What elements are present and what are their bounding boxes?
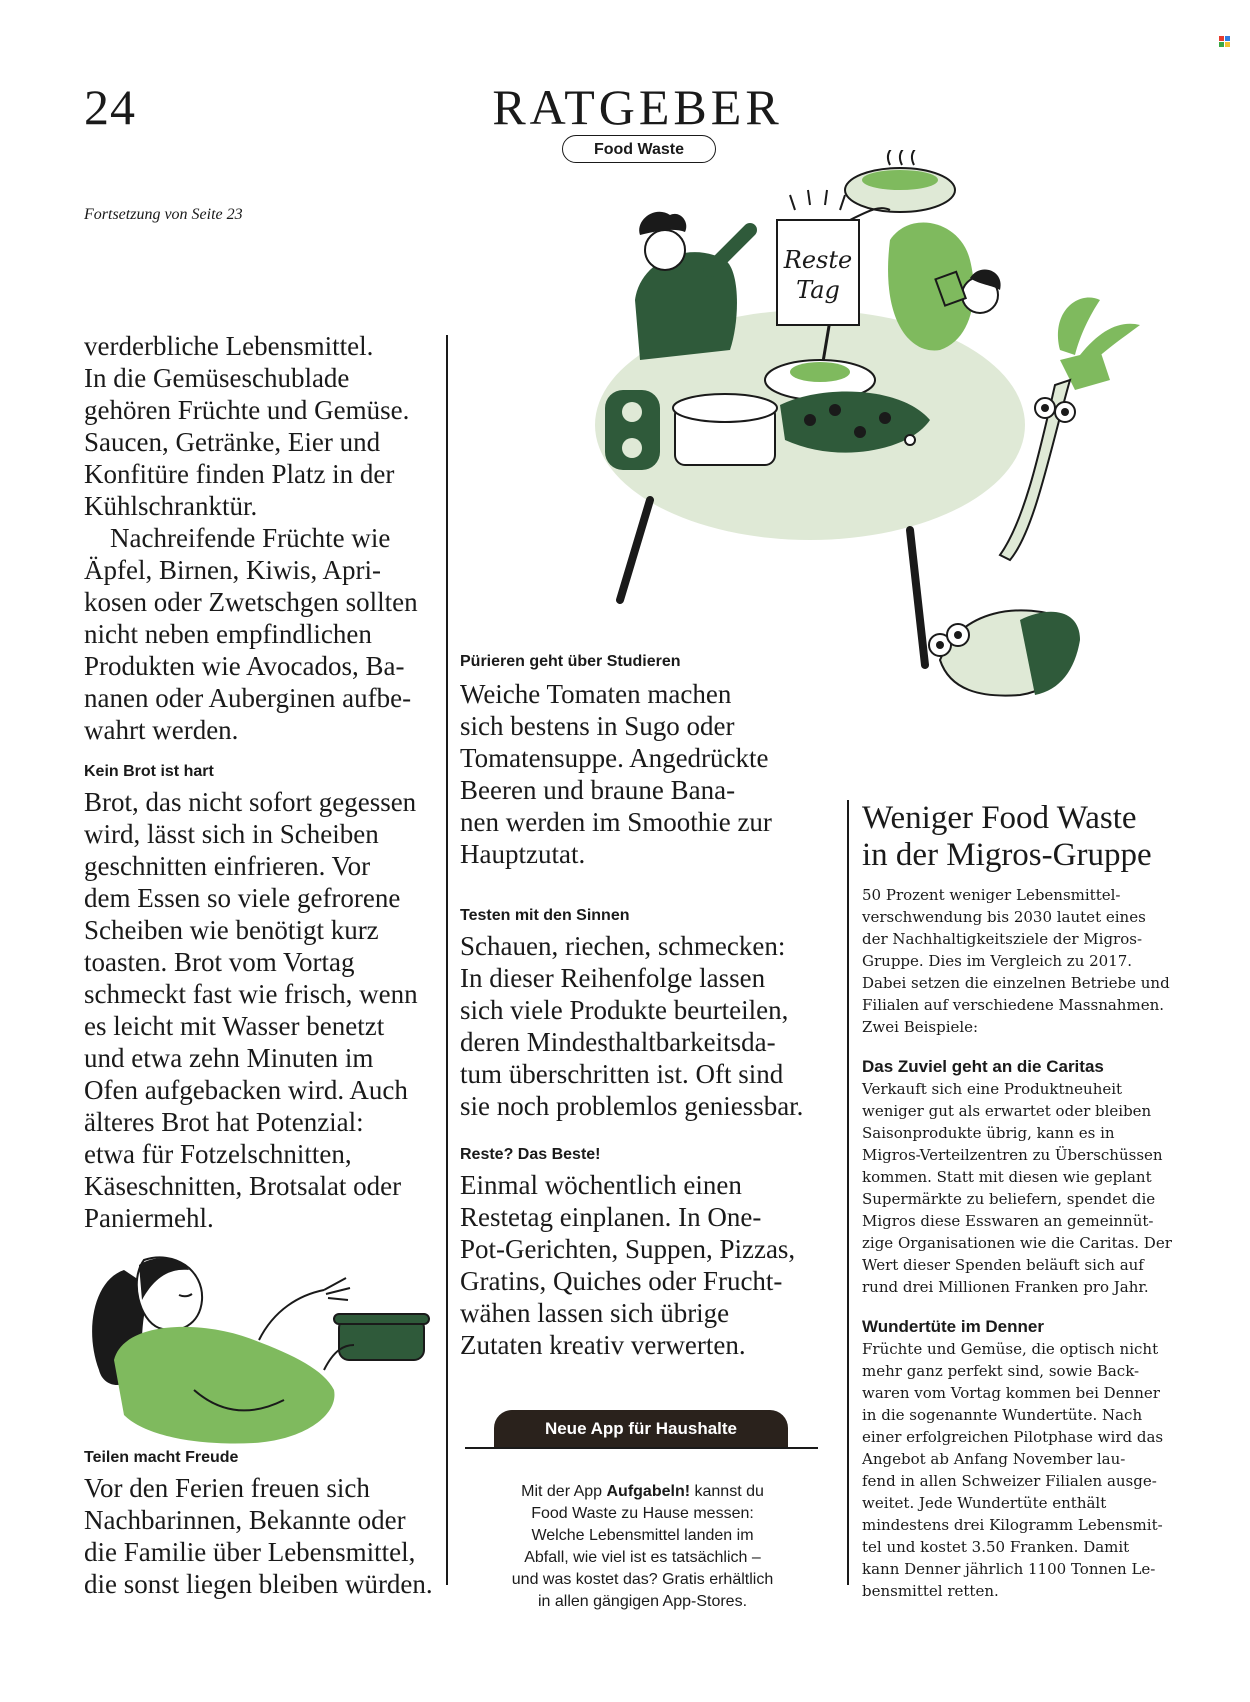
illustration-woman-pot — [84, 1250, 444, 1445]
sign-text-tag: Tag — [796, 276, 840, 304]
app-box-rule — [465, 1447, 818, 1449]
paragraph-caritas: Verkauft sich eine Produktneuheit weniger gut als erwartet oder bleiben Saisonprodukte übrig, kann es in Migros-Verteilzentren zu Überschüssen kommen. Statt mit diesen wie geplant Supermärkte zu beliefern, spendet die Migros diese Esswaren an gemeinnüt- zige Organisationen wie die Caritas. Der Wert dieser Spenden beläuft sich auf rund drei Millionen Franken pro Jahr. — [862, 1080, 1172, 1296]
column-1-intro — [84, 330, 444, 746]
subhead-caritas: Das Zuviel geht an die Caritas — [862, 1057, 1104, 1076]
app-name: Aufgabeln! — [606, 1483, 691, 1500]
app-box-title: Neue App für Haushalte — [494, 1410, 788, 1448]
paragraph-bread: Brot, das nicht sofort gegessen wird, lässt sich in Scheiben geschnitten einfrieren. Vor dem Essen so viele gefrorene Scheiben wie benötigt kurz toasten. Brot vom Vortag schmeckt fast wie frisch, wenn es leicht mit Wasser benetzt und etwa zehn Minuten im Ofen aufgebacken wird. Auch älteres Brot hat Potenzial: etwa für Fotzelschnitten, Käseschnitten, Brotsalat oder Paniermehl. — [84, 787, 418, 1233]
subhead-pureeing: Pürieren geht über Studieren — [460, 653, 681, 670]
publisher-logo-icon — [1219, 33, 1231, 45]
migros-info-box — [862, 800, 1192, 1602]
paragraph-pureeing: Weiche Tomaten machen sich bestens in Sugo oder Tomatensuppe. Angedrückte Beeren und braune Bana- nen werden im Smoothie zur Hauptzutat. — [460, 679, 772, 869]
subhead-denner: Wundertüte im Denner — [862, 1317, 1044, 1336]
continuation-note: Fortsetzung von Seite 23 — [84, 206, 243, 223]
column-1-sharing — [84, 1448, 444, 1600]
column-2-leftovers — [460, 1145, 840, 1361]
subhead-senses: Testen mit den Sinnen — [460, 907, 630, 924]
column-divider-1 — [446, 335, 448, 1585]
topic-badge: Food Waste — [562, 135, 716, 163]
app-box-text: Mit der App Aufgabeln! kannst du Food Waste zu Hause messen: Welche Lebensmittel landen im Abfall, wie viel ist es tatsächlich – und was kostet das? Gratis erhältlich in allen gängigen App-Stores. — [511, 1483, 774, 1610]
page-number: 24 — [84, 79, 136, 135]
paragraph-senses: Schauen, riechen, schmecken: In dieser Reihenfolge lassen sich viele Produkte beurteilen, deren Mindesthaltbarkeitsda- tum überschritten ist. Oft sind sie noch problemlos geniessbar. — [460, 931, 804, 1121]
migros-intro: 50 Prozent weniger Lebensmittel- verschwendung bis 2030 lautet eines der Nachhaltigkeitsziele der Migros- Gruppe. Dies im Vergleich zu 2017. Dabei setzen die einzelnen Betriebe und Filialen auf verschiedene Massnahmen. Zwei Beispiele: — [862, 886, 1170, 1036]
paragraph-storage: verderbliche Lebensmittel. In die Gemüseschublade gehören Früchte und Gemüse. Saucen, Getränke, Eier und Konfitüre finden Platz in der Kühlschranktür. — [84, 331, 410, 521]
column-divider-2 — [847, 800, 849, 1585]
subhead-leftovers: Reste? Das Beste! — [460, 1146, 601, 1163]
paragraph-ripening: Nachreifende Früchte wie Äpfel, Birnen, Kiwis, Apri- kosen oder Zwetschgen sollten nicht neben empfindlichen Produkten wie Avocados, Ba- nanen oder Auberginen aufbe- wahrt werden. — [84, 523, 418, 745]
column-2-senses — [460, 906, 840, 1122]
section-title: RATGEBER — [492, 79, 783, 135]
subhead-bread: Kein Brot ist hart — [84, 763, 214, 780]
column-1-bread — [84, 762, 444, 1234]
paragraph-denner: Früchte und Gemüse, die optisch nicht mehr ganz perfekt sind, sowie Back- waren vom Vortag kommen bei Denner in die sogenannte Wundertüte. Nach einer erfolgreichen Pilotphase wird das Angebot ab Anfang November lau- fend in allen Schweizer Filialen ausge- weitet. Jede Wundertüte enthält mindestens drei Kilogramm Lebensmit- tel und kostet 3.50 Franken. Damit kann Denner jährlich 1100 Tonnen Le- bensmittel retten. — [862, 1340, 1164, 1600]
paragraph-leftovers: Einmal wöchentlich einen Restetag einplanen. In One- Pot-Gerichten, Suppen, Pizzas, Gratins, Quiches oder Frucht- wähen lassen sich übrige Zutaten kreativ verwerten. — [460, 1170, 796, 1360]
subhead-sharing: Teilen macht Freude — [84, 1449, 239, 1466]
sign-text-reste: Reste — [783, 246, 853, 274]
paragraph-sharing: Vor den Ferien freuen sich Nachbarinnen, Bekannte oder die Familie über Lebensmittel, die sonst liegen bleiben würden. — [84, 1473, 433, 1599]
column-2-pureeing — [460, 652, 840, 870]
migros-box-title: Weniger Food Waste in der Migros-Gruppe — [862, 800, 1152, 873]
